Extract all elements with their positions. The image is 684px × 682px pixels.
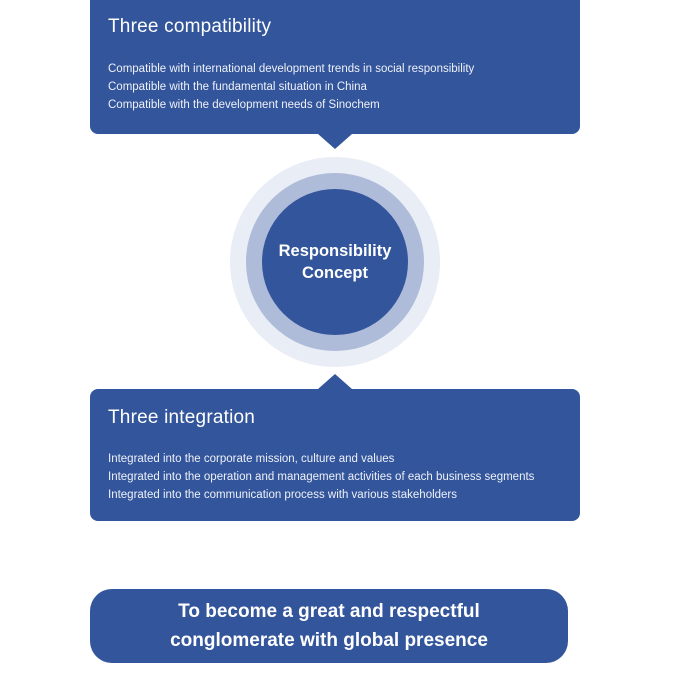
responsibility-concept-circle-middle bbox=[246, 173, 424, 351]
panel-three-integration bbox=[90, 389, 580, 521]
list-item: Integrated into the communication process with various stakeholders bbox=[108, 489, 458, 501]
responsibility-concept-label-line2: Concept bbox=[302, 264, 368, 282]
list-item: Integrated into the operation and management activities of each business segments bbox=[108, 471, 535, 483]
responsibility-concept-circle-inner bbox=[262, 189, 408, 335]
responsibility-concept-label-line1: Responsibility bbox=[278, 242, 392, 260]
vision-banner-text bbox=[170, 597, 488, 655]
responsibility-concept-circle-outer bbox=[230, 157, 440, 367]
list-item: Compatible with international development trends in social responsibility bbox=[108, 63, 475, 75]
vision-banner-line1: To become a great and respectful bbox=[178, 601, 480, 622]
panel-title-three-compatibility: Three compatibility bbox=[108, 16, 272, 37]
vision-banner-line2: conglomerate with global presence bbox=[170, 630, 488, 651]
three-compatibility-list bbox=[108, 60, 562, 114]
arrow-up-icon bbox=[318, 374, 352, 389]
panel-title-three-integration: Three integration bbox=[108, 407, 256, 428]
responsibility-concept-label bbox=[279, 240, 392, 284]
panel-three-compatibility bbox=[90, 0, 580, 134]
arrow-down-icon bbox=[318, 134, 352, 149]
list-item: Compatible with the development needs of Sinochem bbox=[108, 99, 380, 111]
list-item: Integrated into the corporate mission, culture and values bbox=[108, 453, 395, 465]
three-integration-list bbox=[108, 450, 562, 504]
list-item: Compatible with the fundamental situation in China bbox=[108, 81, 367, 93]
vision-banner bbox=[90, 589, 568, 663]
